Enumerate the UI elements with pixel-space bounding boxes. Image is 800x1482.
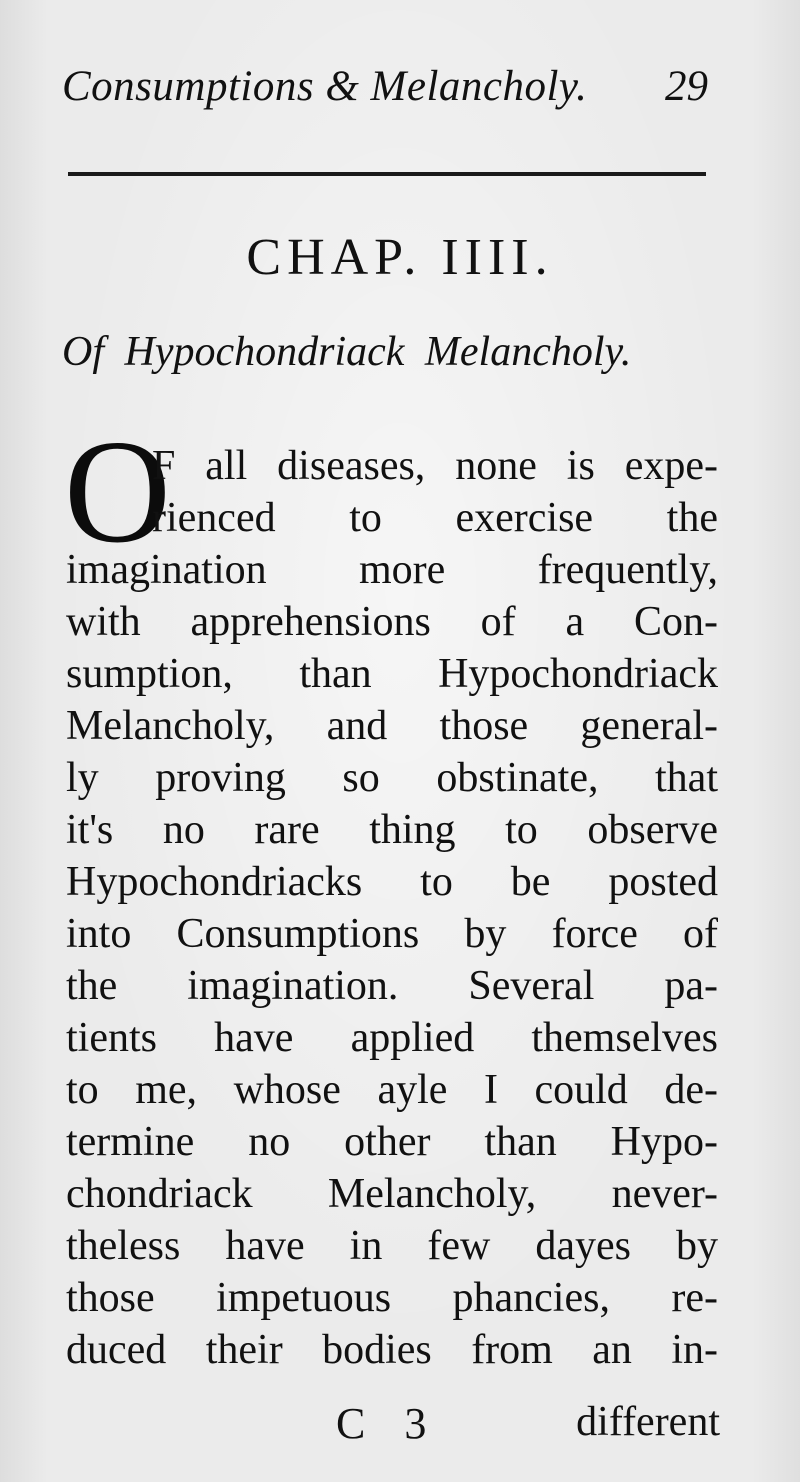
text-line: Melancholy, and those general- — [66, 703, 718, 749]
catchword: different — [576, 1399, 720, 1445]
chapter-heading: CHAP. IIII. — [246, 229, 554, 286]
text-line: duced their bodies from an in- — [66, 1327, 718, 1373]
signature-mark: C 3 — [336, 1399, 441, 1448]
text-line: rienced to exercise the — [152, 495, 718, 541]
text-line: those impetuous phancies, re- — [66, 1275, 718, 1321]
drop-cap: O — [64, 410, 171, 574]
text-line: it's no rare thing to observe — [66, 807, 718, 853]
page-number: 29 — [665, 63, 708, 110]
text-line: theless have in few dayes by — [66, 1223, 718, 1269]
text-line: to me, whose ayle I could de- — [66, 1067, 718, 1113]
chapter-subtitle: Of Hypochondriack Melancholy. — [62, 329, 632, 375]
text-line: imagination more frequently, — [66, 547, 718, 593]
text-line: F all diseases, none is expe- — [152, 443, 718, 489]
text-line: chondriack Melancholy, never- — [66, 1171, 718, 1217]
text-line: the imagination. Several pa- — [66, 963, 718, 1009]
text-line: tients have applied themselves — [66, 1015, 718, 1061]
text-line: termine no other than Hypo- — [66, 1119, 718, 1165]
text-line: sumption, than Hypochondriack — [66, 651, 718, 697]
text-line: with apprehensions of a Con- — [66, 599, 718, 645]
running-title: Consumptions & Melancholy. — [62, 63, 588, 110]
text-line: Hypochondriacks to be posted — [66, 859, 718, 905]
text-line: into Consumptions by force of — [66, 911, 718, 957]
text-line: ly proving so obstinate, that — [66, 755, 718, 801]
